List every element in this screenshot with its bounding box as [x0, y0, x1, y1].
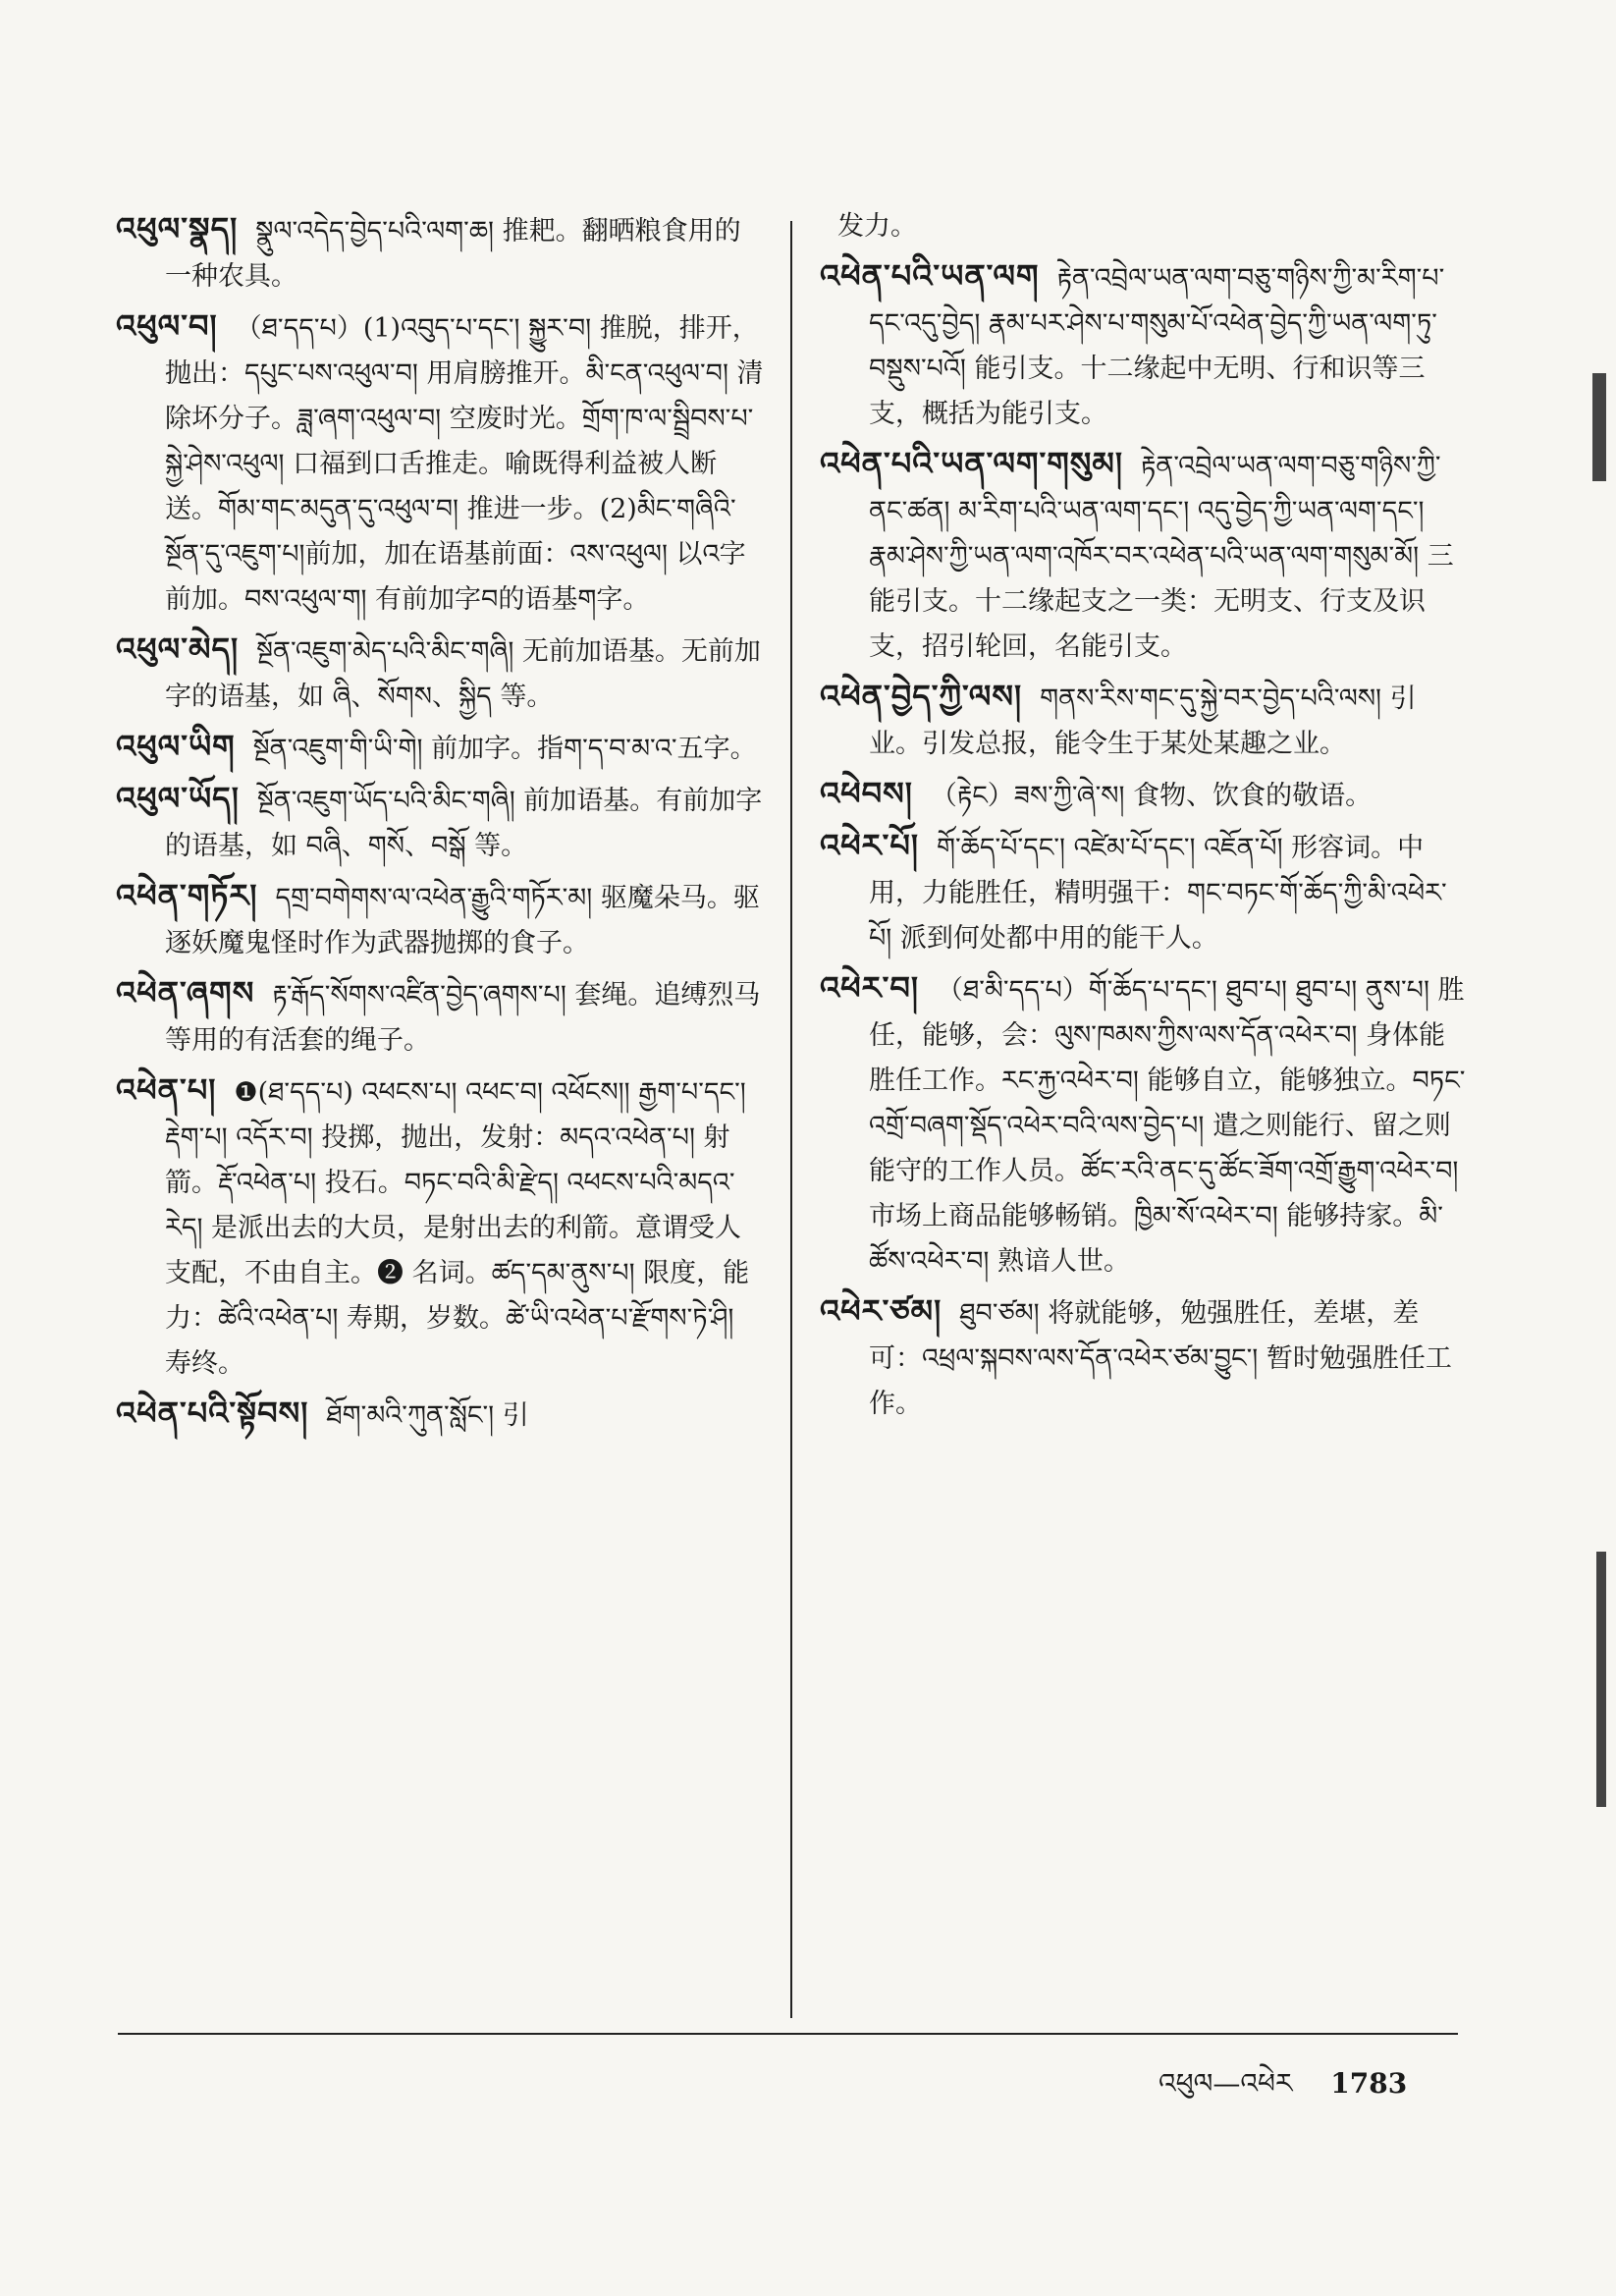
dictionary-entry: [820, 771, 1468, 819]
dictionary-entry: [820, 965, 1468, 1285]
page-footer: [1158, 2052, 1407, 2130]
dictionary-entry: [820, 441, 1468, 670]
headword: འཕུལ་སྣད།: [116, 210, 239, 247]
definition: （ཐ་དད་པ）(1)འབུད་པ་དང་། སྐྱུར་བ། 推脱，排开，抛出：དཔུང་པས་འཕུལ་བ། 用肩膀推开。མི་ངན་འཕུལ་བ། 清除坏分子。ཟླ་ཞག་འཕུལ་བ། 空废时光。གྲོག་ཁ་ལ་སྦྲིབས་པ་སྐྱེ་ཤེས་འཕུལ། 口福到口舌推走。喻既得利益被人断送。གོམ་གང་མདུན་དུ་འཕུལ་བ། 推进一步。(2)མིང་གཞིའི་སྔོན་དུ་འཇུག་པ།前加，加在语基前面：འས་འཕུལ། 以འ字前加。བས་འཕུལ་ག། 有前加字བ的语基ག字。: [165, 313, 764, 615]
dictionary-entry: [820, 1288, 1468, 1427]
definition: （ཐ་མི་དད་པ）གོ་ཆོད་པ་དང་། ཐུབ་པ། ཐུབ་པ། ནུས་པ། 胜任，能够，会：ལུས་ཁམས་ཀྱིས་ལས་དོན་འཕེར་བ། 身体能胜任工作。རང་རྐྱ་འཕེར་བ། 能够自立，能够独立。བཏང་འགྲོ་བཞག་སྡོད་འཕེར་བའི་ལས་བྱེད་པ། 遣之则能行、留之则能守的工作人员。ཚོང་རའི་ནང་དུ་ཚོང་ཟོག་འགྲོ་རྒྱུག་འཕེར་བ། 市场上商品能够畅销。ཁྱིམ་སོ་འཕེར་བ། 能够持家。མི་ཚོས་འཕེར་བ། 熟谙人世。: [869, 975, 1466, 1277]
dictionary-entry: [820, 823, 1468, 961]
dictionary-entry: [820, 253, 1468, 437]
headword: འཕུལ་བ།: [116, 307, 218, 345]
definition: གནས་རིས་གང་དུ་སྐྱེ་བར་བྱེད་པའི་ལས། 引业。引发总报，能令生于某处某趣之业。: [869, 683, 1417, 759]
footer-rule: [118, 2033, 1458, 2035]
dictionary-entry: [116, 627, 764, 720]
left-column: [116, 206, 764, 1443]
definition: ཐུབ་ཙམ། 将就能够，勉强胜任，差堪，差可：འཕྲལ་སྐབས་ལས་དོན་འཕེར་ཙམ་བྱུང་། 暂时勉强胜任工作。: [869, 1298, 1452, 1419]
headword: འཕེན་ཞགས: [116, 974, 255, 1011]
binding-mark: [1592, 373, 1606, 481]
headword: འཕེར་བ།: [820, 969, 919, 1007]
definition: （རྟེང）ཟས་ཀྱི་ཞེ་ས། 食物、饮食的敬语。: [930, 781, 1373, 811]
headword: འཕུལ་ཡིག: [116, 728, 236, 765]
definition: རྟེན་འབྲེལ་ཡན་ལག་བཅུ་གཉིས་ཀྱི་ནང་ཚན། མ་རིག་པའི་ཡན་ལག་དང་། འདུ་བྱེད་ཀྱི་ཡན་ལག་དང་། རྣམ་ཤེས་ཀྱི་ཡན་ལག་འཁོར་བར་འཕེན་པའི་ཡན་ལག་གསུམ་མོ། 三能引支。十二缘起支之一类：无明支、行支及识支，招引轮回，名能引支。: [869, 451, 1454, 662]
definition: སྔོན་འཇུག་གི་ཡི་གེ། 前加字。指ག་ད་བ་མ་འ་五字。: [252, 734, 757, 764]
definition: རྟ་རྒོད་སོགས་འཛིན་བྱེད་ཞགས་པ། 套绳。追缚烈马等用的有活套的绳子。: [165, 980, 761, 1056]
dictionary-entry: [116, 724, 764, 772]
dictionary-entry: [116, 970, 764, 1064]
dictionary-entry: [116, 1391, 764, 1439]
definition: སྣུལ་འདེད་བྱེད་པའི་ལག་ཆ། 推耙。翻晒粮食用的一种农具。: [165, 216, 741, 292]
guide-words: འཕུལ—འཕེར: [1158, 2067, 1293, 2100]
definition: ཐོག་མའི་ཀུན་སློང་། 引: [326, 1400, 529, 1431]
definition: གོ་ཆོད་པོ་དང་། འཛེམ་པོ་དང་། འཇོན་པོ། 形容词。中用，力能胜任，精明强干：གང་བཏང་གོ་ཆོད་ཀྱི་མི་འཕེར་པོ། 派到何处都中用的能干人。: [869, 833, 1447, 954]
headword: འཕེན་པའི་ཡན་ལག་གསུམ།: [820, 445, 1123, 482]
definition: སྔོན་འཇུག་ཡོད་པའི་མིང་གཞི། 前加语基。有前加字的语基，如 བཞི、གསོ、བསྒོ 等。: [165, 786, 763, 861]
dictionary-entry: [116, 303, 764, 623]
definition: རྟེན་འབྲེལ་ཡན་ལག་བཅུ་གཉིས་ཀྱི་མ་རིག་པ་དང་འདུ་བྱེད། རྣམ་པར་ཤེས་པ་གསུམ་པོ་འཕེན་བྱེད་ཀྱི་ཡན་ལག་ཏུ་བསྡུས་པའོ། 能引支。十二缘起中无明、行和识等三支，概括为能引支。: [869, 263, 1445, 429]
right-column: [820, 201, 1468, 1431]
dictionary-entry: [116, 206, 764, 300]
binding-mark: [1596, 1552, 1606, 1807]
headword: འཕེན་པ།: [116, 1071, 217, 1109]
headword: འཕེན་གཏོར།: [116, 877, 258, 914]
dictionary-entry: [820, 674, 1468, 767]
headword: འཕེན་པའི་ཡན་ལག: [820, 257, 1040, 295]
headword: འཕེབས།: [820, 775, 913, 812]
column-divider: [790, 221, 792, 2018]
definition: ❶(ཐ་དད་པ) འཕངས་པ། འཕང་བ། འཕོངས།། རྒྱག་པ་དང་། རྡེག་པ། འདོར་བ། 投掷，抛出，发射：མདའ་འཕེན་པ། 射箭。རྡོ་འཕེན་པ། 投石。བཏང་བའི་མི་རྫེད། འཕངས་པའི་མདའ་རེད། 是派出去的大员，是射出去的利箭。意谓受人支配，不由自主。❷ 名词。ཚད་དམ་ནུས་པ། 限度，能力：ཚེའི་འཕེན་པ། 寿期，岁数。ཚེ་ཡི་འཕེན་པ་རྫོགས་ཏེ་ཤི། 寿终。: [165, 1077, 750, 1379]
dictionary-entry: [116, 873, 764, 966]
headword: འཕེར་པོ།: [820, 827, 919, 864]
headword: འཕུལ་ཡོད།: [116, 780, 240, 817]
headword: འཕེན་པའི་སྟོབས།: [116, 1394, 309, 1432]
definition: དགྲ་བགེགས་ལ་འཕེན་རྒྱུའི་གཏོར་མ། 驱魔朵马。驱逐妖魔鬼怪时作为武器抛掷的食子。: [165, 883, 760, 958]
page-number: 1783: [1330, 2067, 1408, 2100]
dictionary-entry: [820, 201, 1468, 249]
definition: སྔོན་འཇུག་མེད་པའི་མིང་གཞི། 无前加语基。无前加字的语基，如 ཞི、སོགས、སྐྱིད 等。: [165, 636, 761, 712]
headword: འཕུལ་མེད།: [116, 630, 240, 668]
headword: འཕེར་ཙམ།: [820, 1292, 943, 1330]
dictionary-entry: [116, 776, 764, 869]
dictionary-entry: [116, 1067, 764, 1387]
headword: འཕེན་བྱེད་ཀྱི་ལས།: [820, 678, 1023, 715]
definition: 发力。: [837, 211, 917, 242]
